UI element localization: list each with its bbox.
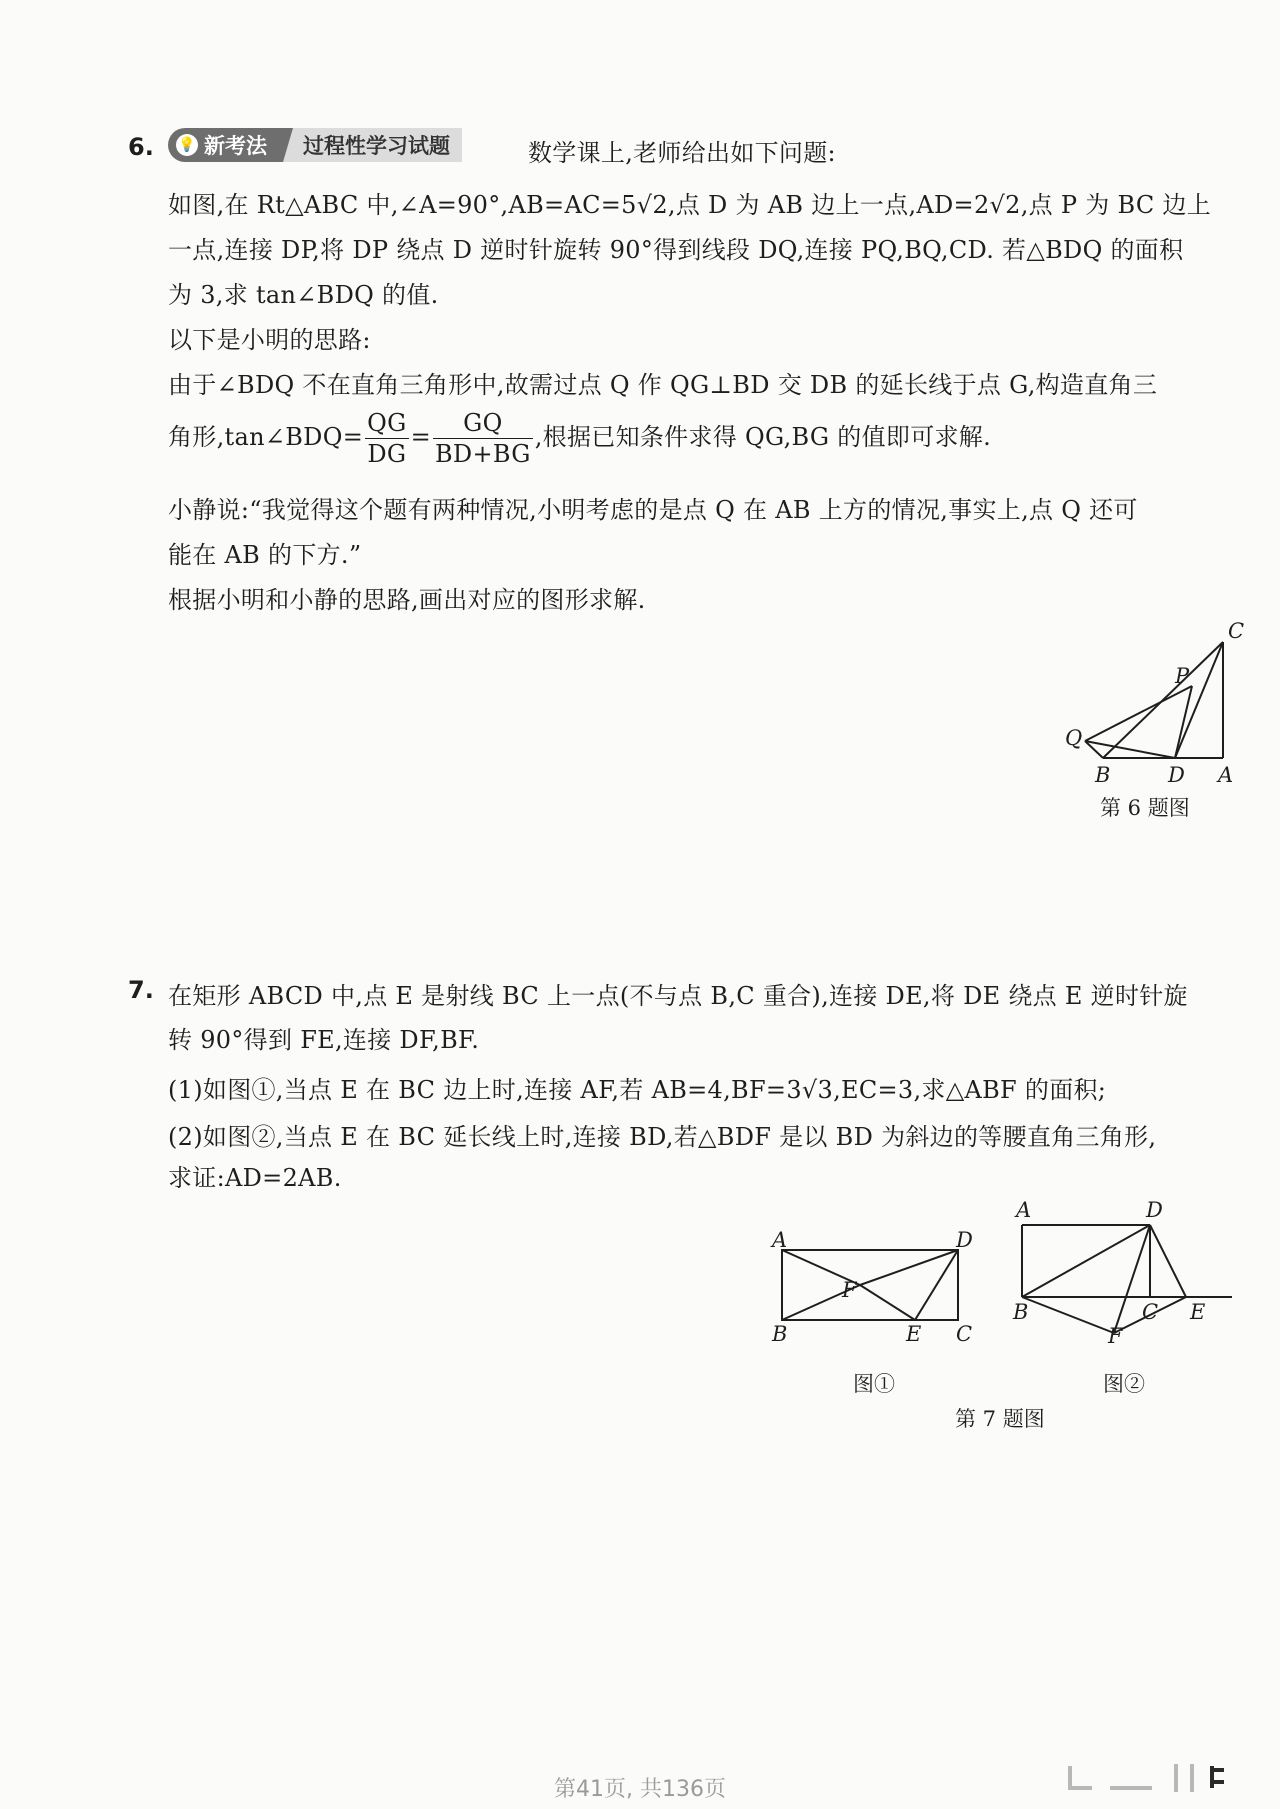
fraction-gq-bdbg xyxy=(433,408,533,469)
q6-line-7: 能在 AB 的下方.” xyxy=(168,541,362,569)
q7-caption: 第 7 题图 xyxy=(955,1407,1045,1431)
q6-line-6: 小静说:“我觉得这个题有两种情况,小明考虑的是点 Q 在 AB 上方的情况,事实上,点 Q 还可 xyxy=(168,496,1138,524)
badge-label: 新考法 xyxy=(204,134,267,158)
line-ed xyxy=(915,1250,958,1320)
line-fe xyxy=(860,1285,915,1320)
q6-intro: 数学课上,老师给出如下问题: xyxy=(528,139,836,167)
fig1-label-c: C xyxy=(956,1322,973,1345)
formula-equals: = xyxy=(410,423,431,451)
frac1-numerator: QG xyxy=(367,409,407,437)
q7-figure-1 xyxy=(760,1225,980,1345)
q6-line-2: 一点,连接 DP,将 DP 绕点 D 逆时针旋转 90°得到线段 DQ,连接 PQ,BQ,CD. 若△BDQ 的面积 xyxy=(168,236,1184,264)
frac2-numerator: GQ xyxy=(433,408,533,439)
page-indicator: 第41页, 共136页 xyxy=(554,1777,726,1802)
fig2-label-e: E xyxy=(1190,1300,1206,1324)
q7-figure-2 xyxy=(1010,1195,1240,1345)
formula-prefix: 角形,tan∠BDQ= xyxy=(168,423,364,451)
q6-line-4: 以下是小明的思路: xyxy=(168,326,371,354)
q7-line-4: (2)如图②,当点 E 在 BC 延长线上时,连接 BD,若△BDF 是以 BD 为斜边的等腰直角三角形, xyxy=(168,1123,1157,1151)
line-qp xyxy=(1085,686,1192,741)
label-q: Q xyxy=(1065,726,1083,750)
frac1-denominator: DG xyxy=(367,440,407,468)
line-fd xyxy=(860,1250,958,1285)
formula-suffix: ,根据已知条件求得 QG,BG 的值即可求解. xyxy=(534,423,992,451)
fig2-label-d: D xyxy=(1146,1198,1163,1222)
q6-line-5: 由于∠BDQ 不在直角三角形中,故需过点 Q 作 QG⊥BD 交 DB 的延长线于点 G,构造直角三 xyxy=(168,371,1158,399)
fig1-label-a: A xyxy=(772,1228,788,1252)
frac2-denominator: BD+BG xyxy=(435,440,531,468)
question-6-number: 6. xyxy=(128,133,154,161)
rect-abcd xyxy=(782,1250,958,1320)
label-b: B xyxy=(1095,763,1111,787)
badge-label-box xyxy=(168,128,283,162)
question-7-number: 7. xyxy=(128,976,154,1004)
fig2-label-f: F xyxy=(1108,1324,1123,1345)
line-dc xyxy=(1175,642,1223,758)
fig1-label-b: B xyxy=(772,1322,788,1345)
fig1-label-f: F xyxy=(842,1278,857,1302)
q6-figure xyxy=(1060,610,1260,790)
q6-formula-line xyxy=(168,408,991,469)
q6-line-3: 为 3,求 tan∠BDQ 的值. xyxy=(168,281,439,309)
fig2-label-b: B xyxy=(1013,1300,1029,1324)
q7-fig1-caption: 图① xyxy=(853,1372,895,1396)
new-exam-badge xyxy=(168,128,462,162)
label-p: P xyxy=(1175,664,1190,688)
q7-line-2: 转 90°得到 FE,连接 DF,BF. xyxy=(168,1026,480,1054)
label-c: C xyxy=(1228,619,1245,643)
fig1-label-d: D xyxy=(956,1228,973,1252)
line-dq xyxy=(1085,741,1175,758)
q6-line-8: 根据小明和小静的思路,画出对应的图形求解. xyxy=(168,586,646,614)
fig2-label-a: A xyxy=(1016,1198,1032,1222)
line-de xyxy=(1150,1225,1186,1297)
fraction-qg-dg xyxy=(365,408,408,469)
line-bd xyxy=(1022,1225,1150,1297)
q6-caption: 第 6 题图 xyxy=(1100,796,1190,820)
corner-bracket-mark xyxy=(1070,1766,1092,1788)
line-bf-2 xyxy=(1022,1297,1114,1333)
label-a: A xyxy=(1218,763,1234,787)
q7-line-5: 求证:AD=2AB. xyxy=(168,1164,342,1192)
q6-line-1: 如图,在 Rt△ABC 中,∠A=90°,AB=AC=5√2,点 D 为 AB 边上一点,AD=2√2,点 P 为 BC 边上 xyxy=(168,191,1212,219)
q7-line-1: 在矩形 ABCD 中,点 E 是射线 BC 上一点(不与点 B,C 重合),连接 DE,将 DE 绕点 E 逆时针旋 xyxy=(168,982,1188,1010)
badge-tag: 过程性学习试题 xyxy=(283,128,462,162)
fig1-label-e: E xyxy=(906,1322,922,1345)
q7-line-3: (1)如图①,当点 E 在 BC 边上时,连接 AF,若 AB=4,BF=3√3,EC=3,求△ABF 的面积; xyxy=(168,1076,1107,1104)
fig2-label-c: C xyxy=(1142,1300,1159,1324)
page-corner-marks xyxy=(1052,1762,1252,1798)
label-d: D xyxy=(1168,763,1185,787)
q7-fig2-caption: 图② xyxy=(1103,1372,1145,1396)
lightbulb-icon: 💡 xyxy=(176,134,198,156)
